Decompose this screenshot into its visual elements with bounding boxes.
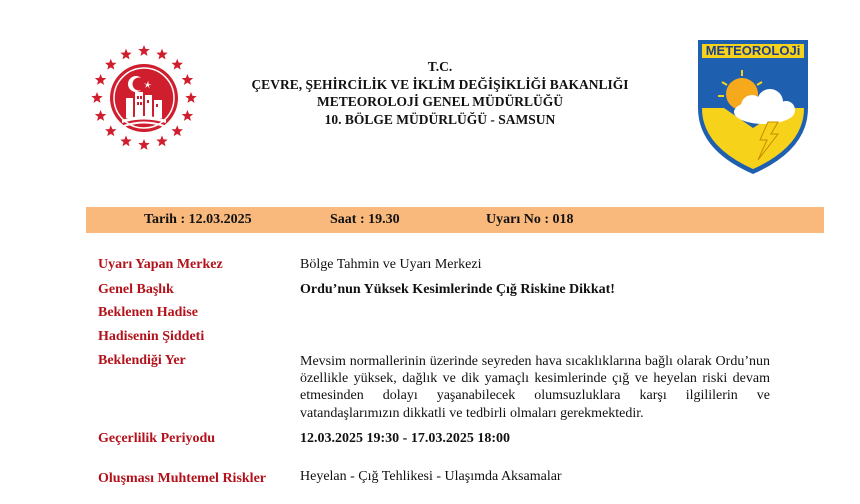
emblem-star-icon: [120, 49, 131, 60]
header-line-ministry: ÇEVRE, ŞEHİRCİLİK VE İKLİM DEĞİŞİKLİĞİ BAKANLIĞI: [251, 76, 629, 92]
meteoroloji-logo-text: METEOROLOJi: [705, 43, 801, 58]
emblem-star-icon: [95, 74, 106, 85]
emblem-star-icon: [91, 92, 102, 103]
header-line-directorate: METEOROLOJİ GENEL MÜDÜRLÜĞÜ: [316, 94, 564, 109]
emblem-star-icon: [105, 59, 116, 70]
field-label-validity: Geçerlilik Periyodu: [98, 431, 216, 446]
emblem-star-icon: [95, 110, 106, 121]
warning-number: Uyarı No : 018: [486, 212, 574, 227]
emblem-star-icon: [172, 59, 183, 70]
field-label-center: Uyarı Yapan Merkez: [98, 257, 223, 272]
warning-time: Saat : 19.30: [330, 212, 400, 227]
header-line-tc: T.C.: [427, 59, 453, 74]
emblem-star-icon: [156, 135, 167, 146]
warning-info-band: [86, 207, 824, 233]
field-value-risks: Heyelan - Çığ Tehlikesi - Ulaşımda Aksamalar: [300, 469, 562, 484]
emblem-star-icon: [138, 139, 149, 150]
field-value-place: Mevsim normallerinin üzerinde seyreden hava sıcaklıklarına bağlı olarak Ordu’nun özellikle yüksek, dağlık ve dik yamaçlı kesimlerinde çığ ve heyelan riski devam etmesinden dolayı yaşanabilecek olumsuzluklara karşı ilgililerin ve vatandaşlarımızın dikkatli ve tedbirli olmaları gerekmektedir.: [300, 354, 770, 421]
emblem-star-icon: [172, 125, 183, 136]
emblem-star-icon: [182, 110, 193, 121]
ministry-header: [230, 58, 650, 128]
field-label-severity: Hadisenin Şiddeti: [98, 329, 205, 344]
field-label-place: Beklendiği Yer: [98, 353, 186, 368]
emblem-star-icon: [105, 125, 116, 136]
emblem-star-icon: [156, 49, 167, 60]
field-label-event: Beklenen Hadise: [98, 305, 198, 320]
emblem-star-icon: [182, 74, 193, 85]
emblem-star-icon: [185, 92, 196, 103]
meteoroloji-logo: [694, 38, 812, 176]
field-label-title: Genel Başlık: [98, 282, 174, 297]
field-label-risks: Oluşması Muhtemel Riskler: [98, 471, 266, 486]
ministry-emblem-logo: [86, 40, 202, 156]
emblem-star-icon: [138, 45, 149, 56]
header-line-region: 10. BÖLGE MÜDÜRLÜĞÜ - SAMSUN: [324, 111, 556, 127]
emblem-star-icon: [120, 135, 131, 146]
field-value-center: Bölge Tahmin ve Uyarı Merkezi: [300, 257, 482, 272]
field-value-title: Ordu’nun Yüksek Kesimlerinde Çığ Riskine Dikkat!: [300, 282, 615, 297]
field-value-validity: 12.03.2025 19:30 - 17.03.2025 18:00: [300, 431, 510, 446]
warning-date: Tarih : 12.03.2025: [144, 212, 252, 227]
